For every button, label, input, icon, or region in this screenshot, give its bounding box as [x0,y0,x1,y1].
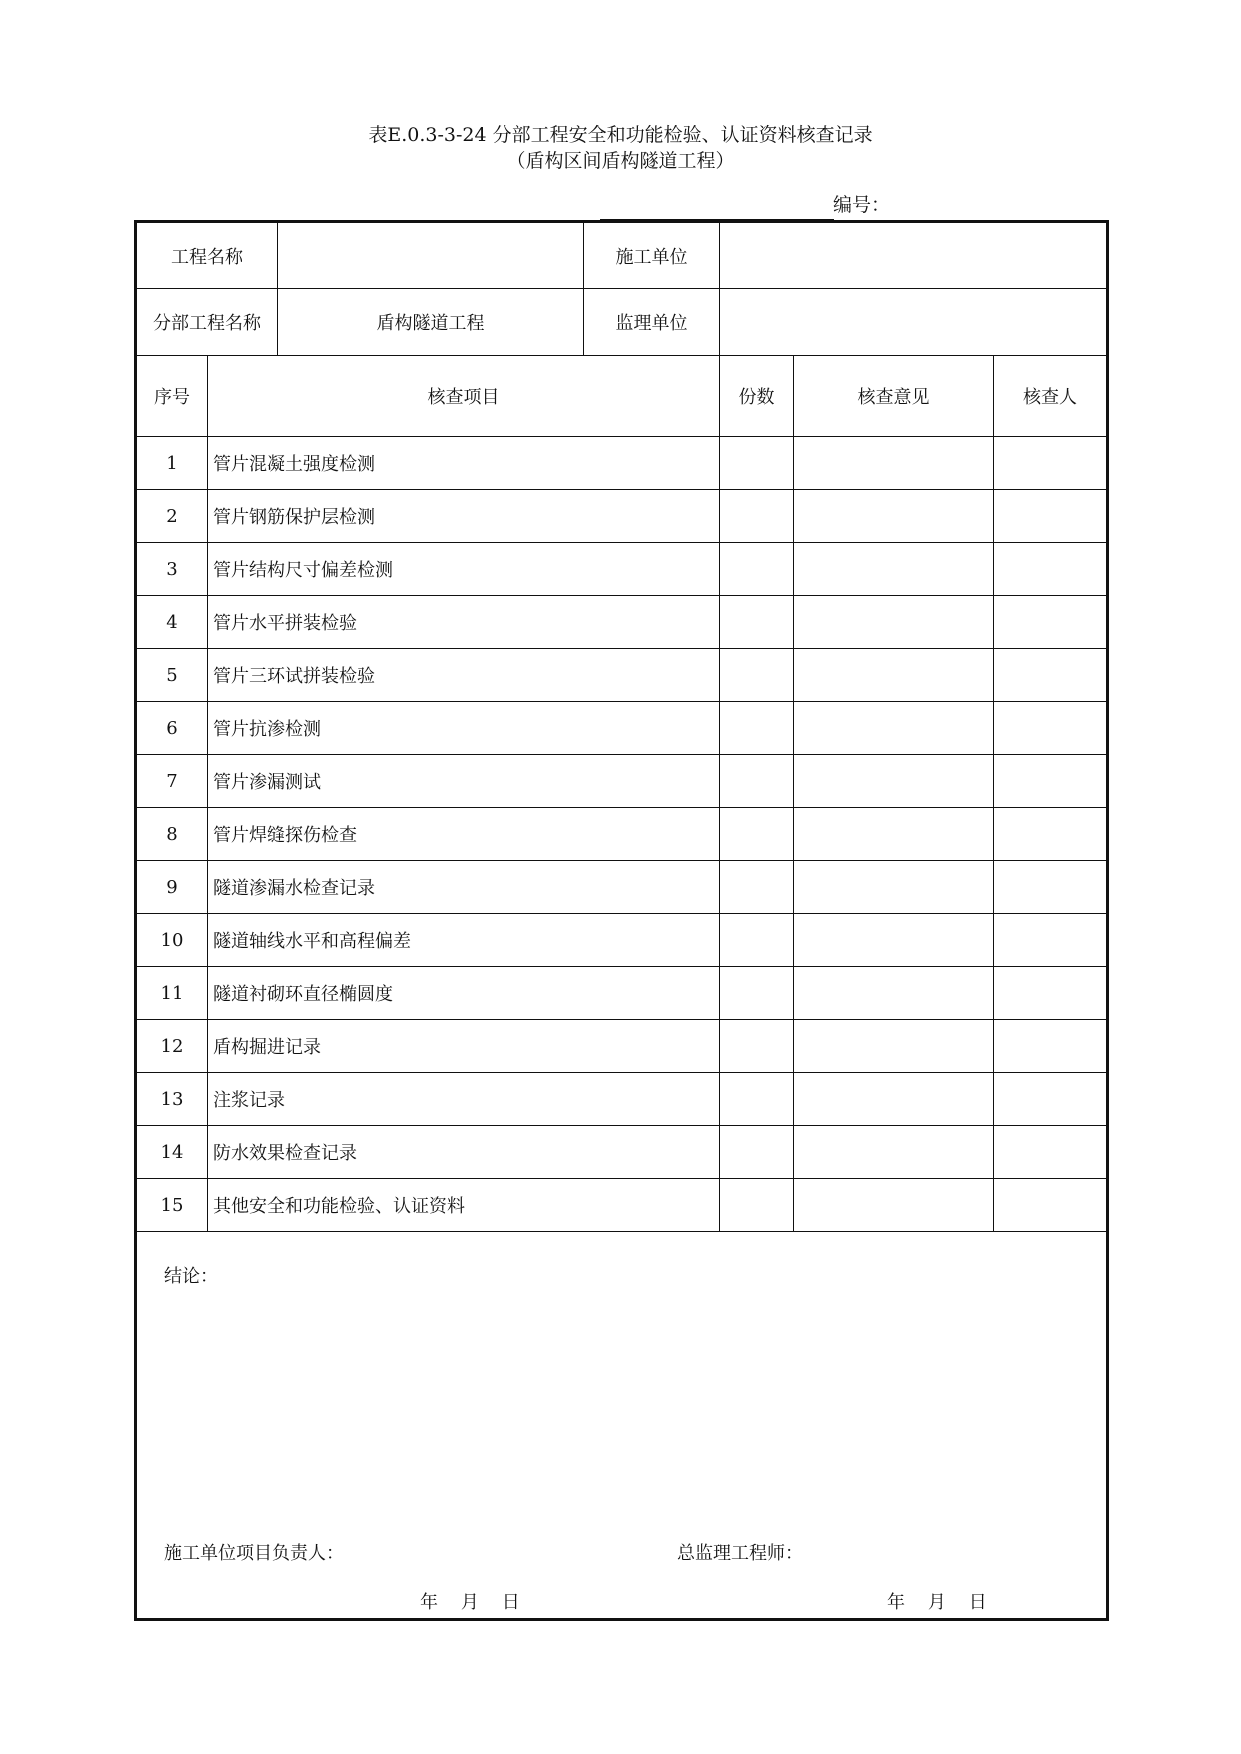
row-opinion-field[interactable] [794,1073,994,1126]
row-copies-field[interactable] [720,437,794,490]
row-number: 5 [136,649,208,702]
table-row [136,596,1108,649]
supervision-unit-label: 监理单位 [584,289,720,356]
conclusion-row [136,1232,1108,1620]
col-header-opinion: 核查意见 [794,356,994,437]
info-row-subproject [136,289,1108,356]
row-checker-field[interactable] [994,1020,1108,1073]
construction-unit-label: 施工单位 [584,222,720,289]
inspection-table [134,220,1109,1621]
row-number: 3 [136,543,208,596]
col-header-seq: 序号 [136,356,208,437]
row-copies-field[interactable] [720,702,794,755]
row-item: 管片渗漏测试 [208,755,720,808]
item-rows [136,437,1108,1232]
row-checker-field[interactable] [994,702,1108,755]
row-item: 管片抗渗检测 [208,702,720,755]
row-copies-field[interactable] [720,543,794,596]
table-row [136,1073,1108,1126]
row-item: 其他安全和功能检验、认证资料 [208,1179,720,1232]
row-number: 10 [136,914,208,967]
row-item: 管片结构尺寸偏差检测 [208,543,720,596]
row-number: 11 [136,967,208,1020]
row-copies-field[interactable] [720,967,794,1020]
row-opinion-field[interactable] [794,755,994,808]
row-item: 隧道轴线水平和高程偏差 [208,914,720,967]
row-copies-field[interactable] [720,1179,794,1232]
table-row [136,755,1108,808]
row-checker-field[interactable] [994,755,1108,808]
row-item: 盾构掘进记录 [208,1020,720,1073]
row-item: 隧道衬砌环直径椭圆度 [208,967,720,1020]
row-checker-field[interactable] [994,861,1108,914]
conclusion-label: 结论： [164,1266,218,1287]
row-opinion-field[interactable] [794,702,994,755]
info-row-project [136,222,1108,289]
supervision-unit-field[interactable] [720,289,1108,356]
row-copies-field[interactable] [720,1073,794,1126]
project-name-label: 工程名称 [136,222,278,289]
table-row [136,649,1108,702]
row-opinion-field[interactable] [794,808,994,861]
row-item: 管片焊缝探伤检查 [208,808,720,861]
row-copies-field[interactable] [720,1020,794,1073]
row-copies-field[interactable] [720,1126,794,1179]
row-checker-field[interactable] [994,649,1108,702]
table-row [136,1126,1108,1179]
row-checker-field[interactable] [994,1126,1108,1179]
row-copies-field[interactable] [720,861,794,914]
row-number: 14 [136,1126,208,1179]
row-checker-field[interactable] [994,596,1108,649]
code-label: 编号： [833,194,891,216]
row-checker-field[interactable] [994,543,1108,596]
row-item: 隧道渗漏水检查记录 [208,861,720,914]
row-number: 6 [136,702,208,755]
row-copies-field[interactable] [720,808,794,861]
table-row [136,490,1108,543]
sub-project-label: 分部工程名称 [136,289,278,356]
row-item: 防水效果检查记录 [208,1126,720,1179]
row-number: 13 [136,1073,208,1126]
construction-unit-field[interactable] [720,222,1108,289]
supervisor-signer-label: 总监理工程师： [677,1543,803,1564]
table-row [136,967,1108,1020]
row-item: 管片三环试拼装检验 [208,649,720,702]
table-row [136,543,1108,596]
row-checker-field[interactable] [994,437,1108,490]
conclusion-cell[interactable] [136,1232,1108,1620]
row-opinion-field[interactable] [794,914,994,967]
row-checker-field[interactable] [994,914,1108,967]
row-copies-field[interactable] [720,914,794,967]
row-number: 8 [136,808,208,861]
table-row [136,702,1108,755]
row-number: 2 [136,490,208,543]
row-opinion-field[interactable] [794,861,994,914]
row-opinion-field[interactable] [794,490,994,543]
supervisor-date: 年 月 日 [887,1592,987,1613]
contractor-date: 年 月 日 [420,1592,520,1613]
sub-project-field[interactable]: 盾构隧道工程 [278,289,584,356]
row-opinion-field[interactable] [794,1126,994,1179]
table-row [136,437,1108,490]
row-copies-field[interactable] [720,649,794,702]
row-opinion-field[interactable] [794,1179,994,1232]
col-header-item: 核查项目 [208,356,720,437]
row-number: 1 [136,437,208,490]
row-opinion-field[interactable] [794,967,994,1020]
row-checker-field[interactable] [994,490,1108,543]
row-opinion-field[interactable] [794,1020,994,1073]
table-row [136,914,1108,967]
table-row [136,861,1108,914]
row-item: 管片混凝土强度检测 [208,437,720,490]
row-copies-field[interactable] [720,596,794,649]
form-subtitle: （盾构区间盾构隧道工程） [506,150,735,172]
row-number: 9 [136,861,208,914]
row-opinion-field[interactable] [794,649,994,702]
row-checker-field[interactable] [994,967,1108,1020]
row-number: 12 [136,1020,208,1073]
form-title: 表E.0.3-3-24 分部工程安全和功能检验、认证资料核查记录 [368,124,873,146]
row-copies-field[interactable] [720,755,794,808]
row-opinion-field[interactable] [794,596,994,649]
row-checker-field[interactable] [994,1179,1108,1232]
row-item: 注浆记录 [208,1073,720,1126]
row-opinion-field[interactable] [794,437,994,490]
row-number: 4 [136,596,208,649]
table-row [136,1179,1108,1232]
col-header-checker: 核查人 [994,356,1108,437]
row-number: 15 [136,1179,208,1232]
row-checker-field[interactable] [994,1073,1108,1126]
row-checker-field[interactable] [994,808,1108,861]
row-item: 管片钢筋保护层检测 [208,490,720,543]
row-item: 管片水平拼装检验 [208,596,720,649]
row-copies-field[interactable] [720,490,794,543]
header-row [136,356,1108,437]
col-header-copies: 份数 [720,356,794,437]
contractor-signer-label: 施工单位项目负责人： [164,1543,344,1564]
row-number: 7 [136,755,208,808]
row-opinion-field[interactable] [794,543,994,596]
table-row [136,808,1108,861]
project-name-field[interactable] [278,222,584,289]
table-row [136,1020,1108,1073]
